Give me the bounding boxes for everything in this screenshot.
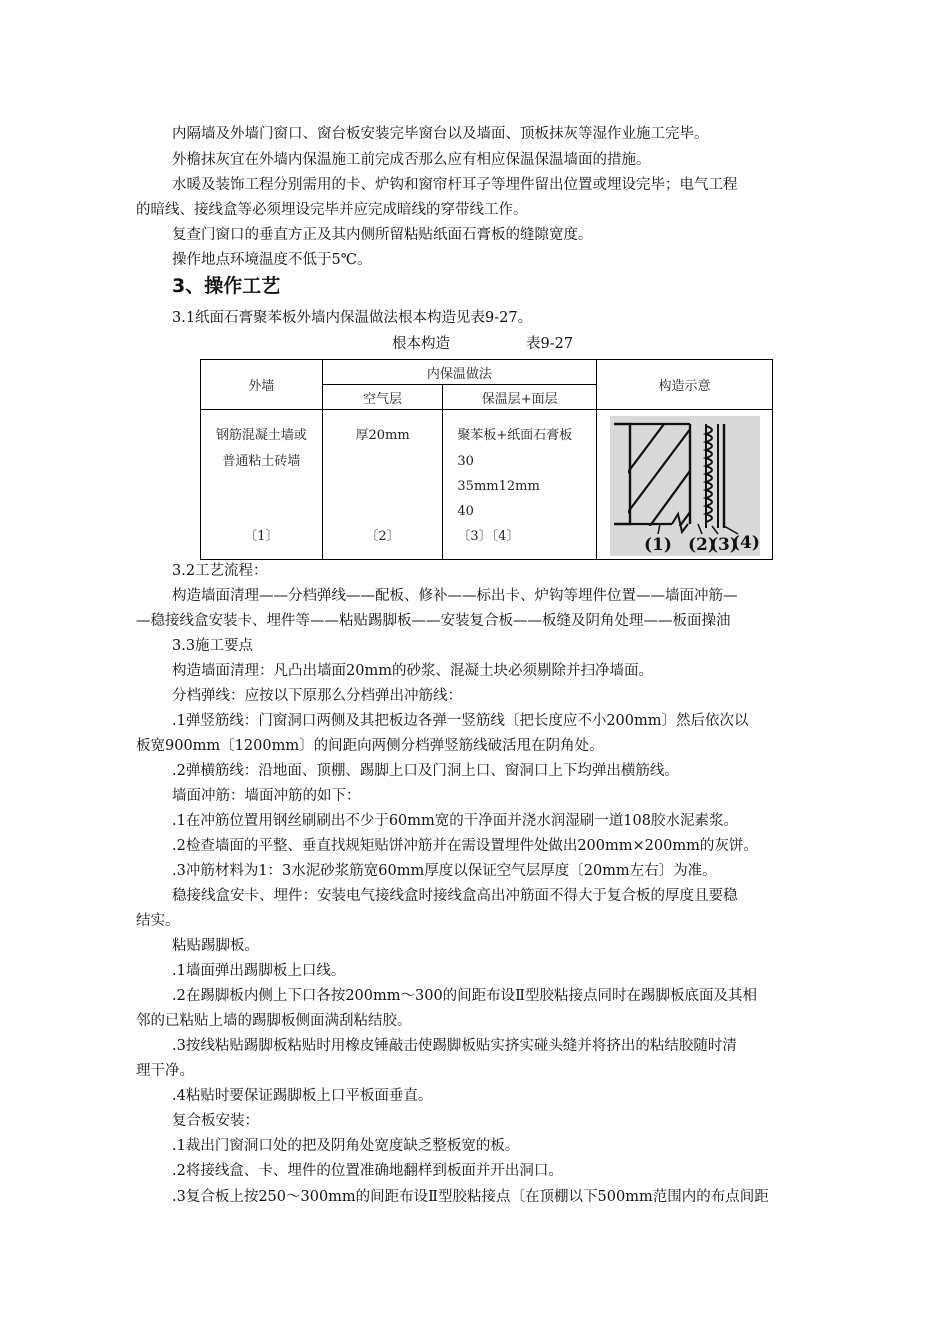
paragraph-line: 操作地点环境温度不低于5℃。 — [172, 252, 372, 268]
cell-diagram — [597, 410, 773, 560]
paragraph-line: 复查门窗口的垂直方正及其内侧所留粘贴纸面石膏板的缝隙宽度。 — [172, 227, 593, 243]
diagram-label-1: (1) — [643, 535, 672, 555]
wall-line-1: 钢筋混凝土墙或 — [215, 428, 307, 443]
intro-line: 3.1纸面石膏聚苯板外墙内保温做法根本构造见表9-27。 — [172, 310, 533, 326]
paragraph-line: 3.3施工要点 — [172, 638, 254, 654]
diagram-label-3: (3) — [709, 535, 738, 555]
diagram-label-4: (4) — [731, 533, 760, 553]
paragraph-line: 邻的已粘贴上墙的踢脚板侧面满刮粘结胶。 — [136, 1013, 412, 1029]
insulation-line-1: 聚苯板+纸面石膏板 — [457, 428, 573, 443]
paragraph-line: .4粘贴时要保证踢脚板上口平板面垂直。 — [172, 1088, 433, 1104]
insulation-line-4: 40 — [457, 504, 474, 519]
paragraph-line: 分档弹线：应按以下原那么分档弹出冲筋线： — [172, 688, 462, 704]
paragraph-line: .1墙面弹出踢脚板上口线。 — [172, 963, 346, 979]
paragraph-line: .2弹横筋线：沿地面、顶棚、踢脚上口及门洞上口、窗洞口上下均弹出横筋线。 — [172, 763, 679, 779]
insulation-ref: 〔3〕〔4〕 — [457, 529, 520, 544]
header-diagram: 构造示意 — [597, 360, 773, 410]
construction-table — [200, 359, 773, 560]
paragraph-line: .1在冲筋位置用钢丝刷刷出不少于60mm宽的干净面并浇水润湿刷一道108胶水泥素浆。 — [172, 813, 738, 829]
paragraph-line: .3冲筋材料为1：3水泥砂浆筋宽60mm厚度以保证空气层厚度〔20mm左右〕为准。 — [172, 863, 717, 879]
paragraph-line: 外檐抹灰宜在外墙内保温施工前完成否那么应有相应保温保温墙面的措施。 — [172, 152, 651, 168]
air-ref: 〔2〕 — [365, 529, 400, 544]
wall-ref: 〔1〕 — [244, 529, 279, 544]
paragraph-line: 3.2工艺流程： — [172, 563, 268, 579]
paragraph-line: 理干净。 — [136, 1063, 194, 1079]
header-insulation-surface: 保温层+面层 — [443, 385, 597, 410]
paragraph-line: .1弹竖筋线：门窗洞口两侧及其把板边各弹一竖筋线〔把长度应不小200mm〕然后依次以 — [172, 713, 749, 729]
paragraph-line: .3按线粘贴踢脚板粘贴时用橡皮锤敲击使踢脚板贴实挤实碰头缝并将挤出的粘结胶随时清 — [172, 1038, 737, 1054]
insulation-line-2: 30 — [457, 454, 474, 469]
paragraph-line: .2检查墙面的平整、垂直找规矩贴饼冲筋并在需设置埋件处做出200mm×200mm的灰饼。 — [172, 838, 758, 854]
paragraph-line: 构造墙面清理：凡凸出墙面20mm的砂浆、混凝土块必须剔除并扫净墙面。 — [172, 663, 653, 679]
wall-line-2: 普通粘土砖墙 — [222, 454, 301, 469]
paragraph-line: 复合板安装： — [172, 1113, 259, 1129]
paragraph-line: 内隔墙及外墙门窗口、窗台板安装完毕窗台以及墙面、顶板抹灰等湿作业施工完毕。 — [172, 126, 709, 142]
table-caption-number: 表9-27 — [526, 336, 574, 352]
table-caption-title: 根本构造 — [392, 336, 450, 352]
air-thickness: 厚20mm — [355, 428, 410, 443]
paragraph-line: 稳接线盒安卡、埋件：安装电气接线盒时接线盒高出冲筋面不得大于复合板的厚度且要稳 — [172, 888, 738, 904]
header-air-layer: 空气层 — [322, 385, 443, 410]
cell-air — [322, 410, 443, 560]
paragraph-line: .3复合板上按250～300mm的间距布设Ⅱ型胶粘接点〔在顶棚以下500mm范围内的布点间距 — [172, 1189, 769, 1205]
cell-wall — [201, 410, 323, 560]
paragraph-line: .1裁出门窗洞口处的把及阴角处宽度缺乏整板宽的板。 — [172, 1138, 520, 1154]
paragraph-line: .2在踢脚板内侧上下口各按200mm～300的间距布设Ⅱ型胶粘接点同时在踢脚板底面及其相 — [172, 988, 758, 1004]
cell-insulation — [443, 410, 597, 560]
paragraph-line: 板宽900mm〔1200mm〕的间距向两侧分档弹竖筋线破活甩在阴角处。 — [136, 738, 604, 754]
paragraph-line: 粘贴踢脚板。 — [172, 938, 259, 954]
header-outer-wall: 外墙 — [201, 360, 323, 410]
paragraph-line: 水暖及装饰工程分别需用的卡、炉钩和窗帘杆耳子等埋件留出位置或埋设完毕；电气工程 — [172, 177, 738, 193]
insulation-line-3: 35mm12mm — [457, 479, 540, 494]
wall-section-diagram — [610, 416, 760, 556]
paragraph-line: 墙面冲筋：墙面冲筋的如下： — [172, 788, 361, 804]
diagram-label-2: (2) — [687, 535, 716, 555]
paragraph-line: 构造墙面清理——分档弹线——配板、修补——标出卡、炉钩等埋件位置——墙面冲筋— — [172, 588, 738, 604]
paragraph-line: 结实。 — [136, 913, 180, 929]
paragraph-line: .2将接线盒、卡、埋件的位置准确地翻样到板面并开出洞口。 — [172, 1163, 563, 1179]
section-heading: 3、操作工艺 — [172, 275, 281, 297]
paragraph-line: —稳接线盒安装卡、埋件等——粘贴踢脚板——安装复合板——板缝及阴角处理——板面操油 — [136, 613, 731, 629]
header-insulation: 内保温做法 — [322, 360, 596, 385]
paragraph-line: 的暗线、接线盒等必须埋设完毕并应完成暗线的穿带线工作。 — [136, 202, 528, 218]
